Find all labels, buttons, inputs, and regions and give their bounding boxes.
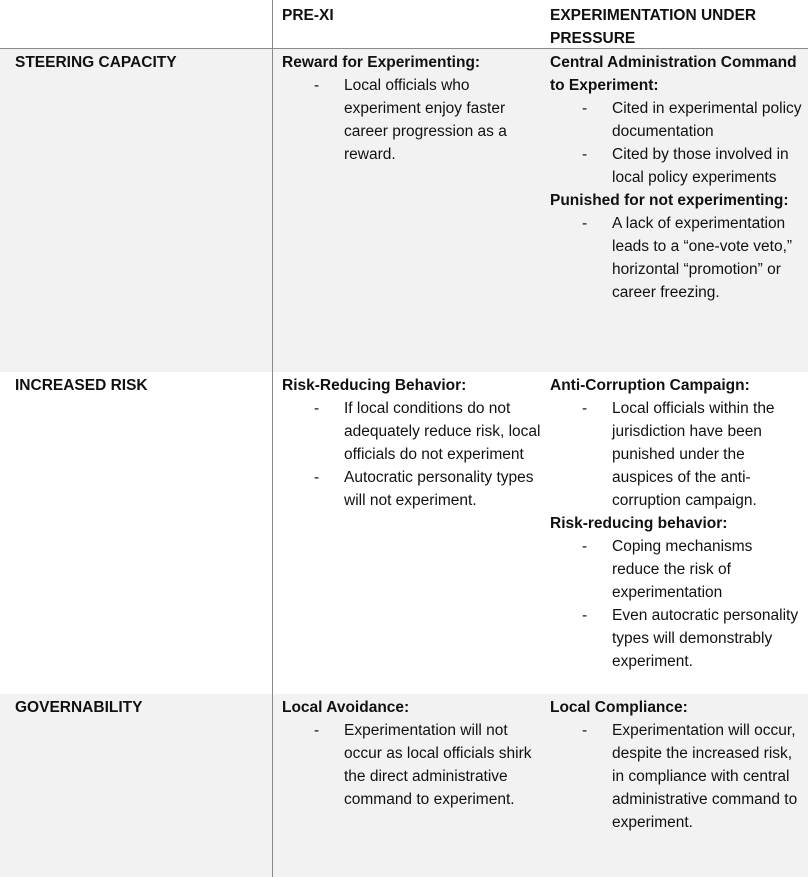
header-col-experimentation-label: EXPERIMENTATION UNDER PRESSURE — [550, 7, 757, 47]
row-steering-capacity — [0, 49, 808, 372]
header-col-pre-xi-label: PRE-XI — [282, 7, 334, 24]
section-title: Reward for Experimenting: — [282, 54, 481, 71]
bullet-item — [282, 74, 542, 166]
bullet-item — [282, 397, 542, 466]
bullet-item — [550, 212, 804, 304]
dash-bullet-icon: - — [582, 146, 588, 163]
section-title: Local Avoidance: — [282, 699, 410, 716]
bullet-text: Experimentation will occur, despite the increased risk, in compliance with central administrative command to experiment. — [612, 722, 798, 831]
bullet-list — [282, 397, 542, 512]
bullet-item — [550, 97, 804, 143]
dash-bullet-icon: - — [582, 607, 588, 624]
bullet-text: Cited in experimental policy documentation — [612, 100, 802, 140]
bullet-text: If local conditions do not adequately reduce risk, local officials do not experiment — [344, 400, 541, 463]
section-title: Risk-reducing behavior: — [550, 515, 728, 532]
dash-bullet-icon: - — [582, 722, 588, 739]
dash-bullet-icon: - — [314, 722, 320, 739]
bullet-text: Coping mechanisms reduce the risk of experimentation — [612, 538, 753, 601]
dash-bullet-icon: - — [314, 400, 320, 417]
dash-bullet-icon: - — [582, 100, 588, 117]
bullet-text: Local officials who experiment enjoy faster career progression as a reward. — [344, 77, 507, 163]
section-title: Local Compliance: — [550, 699, 688, 716]
row-label-cell — [15, 694, 265, 719]
bullet-list — [550, 719, 804, 834]
bullet-text: Experimentation will not occur as local officials shirk the direct administrative command to experiment. — [344, 722, 532, 808]
pre-xi-cell — [282, 49, 542, 166]
bullet-list — [550, 535, 804, 673]
table-header-row — [0, 0, 808, 49]
dash-bullet-icon: - — [314, 469, 320, 486]
row-label-cell — [15, 372, 265, 397]
row-label-cell — [15, 49, 265, 74]
bullet-item — [550, 719, 804, 834]
bullet-text: Even autocratic personality types will demonstrably experiment. — [612, 607, 799, 670]
column-divider — [272, 0, 273, 877]
bullet-list — [550, 397, 804, 512]
dash-bullet-icon: - — [582, 538, 588, 555]
row-governability — [0, 694, 808, 877]
bullet-item — [550, 535, 804, 604]
under-pressure-cell — [550, 372, 804, 673]
bullet-list — [550, 97, 804, 189]
section-title: Risk-Reducing Behavior: — [282, 377, 467, 394]
pre-xi-cell — [282, 372, 542, 512]
row-increased-risk — [0, 372, 808, 694]
section-title: Central Administration Command to Experiment: — [550, 54, 797, 94]
section-title: Anti-Corruption Campaign: — [550, 377, 750, 394]
bullet-item — [550, 143, 804, 189]
bullet-item — [550, 604, 804, 673]
bullet-item — [550, 397, 804, 512]
row-label: STEERING CAPACITY — [15, 54, 177, 71]
bullet-text: Autocratic personality types will not experiment. — [344, 469, 534, 509]
row-label: INCREASED RISK — [15, 377, 148, 394]
pre-xi-cell — [282, 694, 542, 811]
dash-bullet-icon: - — [582, 400, 588, 417]
dash-bullet-icon: - — [314, 77, 320, 94]
bullet-text: A lack of experimentation leads to a “one-vote veto,” horizontal “promotion” or career freezing. — [612, 215, 793, 301]
bullet-item — [282, 719, 542, 811]
section-title: Punished for not experimenting: — [550, 192, 789, 209]
bullet-list — [550, 212, 804, 304]
under-pressure-cell — [550, 49, 804, 304]
bullet-list — [282, 719, 542, 811]
dash-bullet-icon: - — [582, 215, 588, 232]
row-label: GOVERNABILITY — [15, 699, 143, 716]
bullet-text: Cited by those involved in local policy experiments — [612, 146, 789, 186]
bullet-item — [282, 466, 542, 512]
under-pressure-cell — [550, 694, 804, 834]
bullet-list — [282, 74, 542, 166]
bullet-text: Local officials within the jurisdiction have been punished under the auspices of the anti-corruption campaign. — [612, 400, 775, 509]
